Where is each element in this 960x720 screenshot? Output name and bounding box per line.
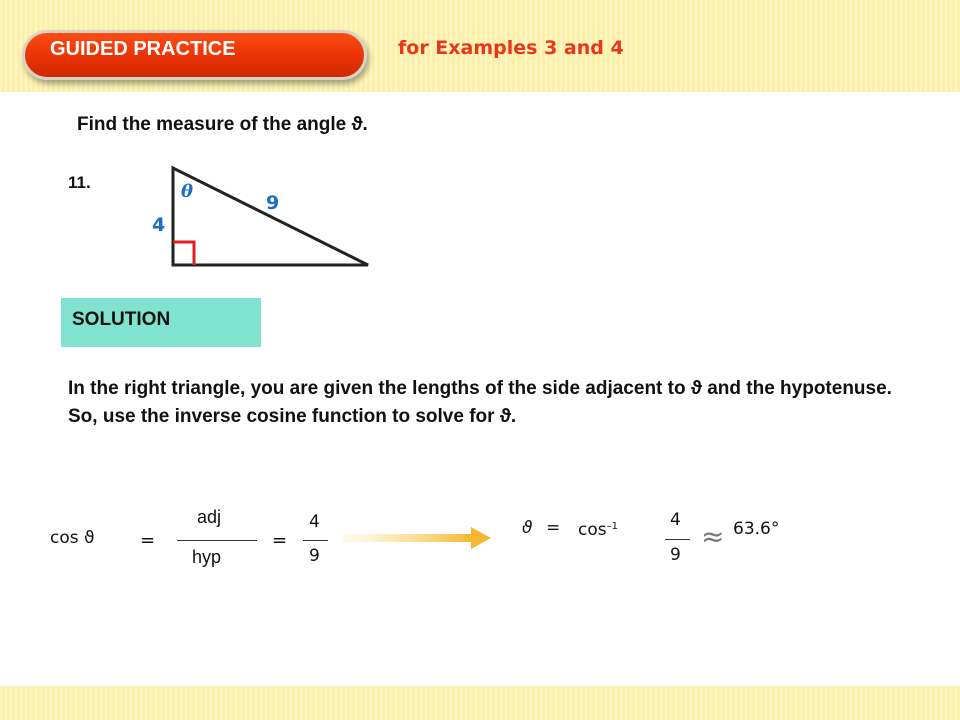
badge-label: GUIDED PRACTICE [50, 38, 236, 60]
inverse-function-name: cos [578, 520, 607, 540]
approximately-equal-icon: ≈ [701, 520, 725, 553]
solution-heading: SOLUTION [72, 309, 171, 330]
result-numerator: 4 [670, 510, 681, 530]
triangle-outline [173, 168, 368, 265]
adjacent-side-label: 4 [152, 214, 166, 236]
solution-explanation: In the right triangle, you are given the lengths of the side adjacent to ϑ and the hypotenuse. So, use the inverse cosine function to solve for ϑ. [68, 378, 892, 427]
result-value: 63.6° [733, 519, 780, 539]
fraction-bar [177, 540, 257, 541]
equals-sign: = [140, 530, 156, 551]
equals-sign: = [272, 530, 288, 551]
right-angle-mark [173, 242, 194, 265]
right-arrow-icon [343, 525, 493, 551]
value-denominator: 9 [309, 546, 320, 566]
ratio-denominator: hyp [192, 547, 222, 567]
hypotenuse-label: 9 [266, 192, 280, 214]
ratio-numerator: adj [197, 507, 222, 527]
bottom-banner [0, 686, 960, 720]
angle-label: θ [181, 181, 194, 202]
examples-reference: for Examples 3 and 4 [398, 37, 624, 59]
problem-number: 11. [68, 173, 91, 192]
right-triangle-figure [140, 160, 380, 275]
result-denominator: 9 [670, 545, 681, 565]
inverse-cosine [578, 520, 618, 540]
fraction-bar [303, 540, 328, 541]
equation-lhs: cos ϑ [50, 528, 95, 548]
theta-symbol: ϑ [522, 518, 533, 538]
inverse-exponent: –1 [606, 521, 618, 532]
fraction-bar [665, 539, 690, 540]
instruction-text: Find the measure of the angle ϑ. [77, 114, 368, 135]
value-numerator: 4 [309, 512, 320, 532]
equals-sign: = [546, 518, 561, 538]
